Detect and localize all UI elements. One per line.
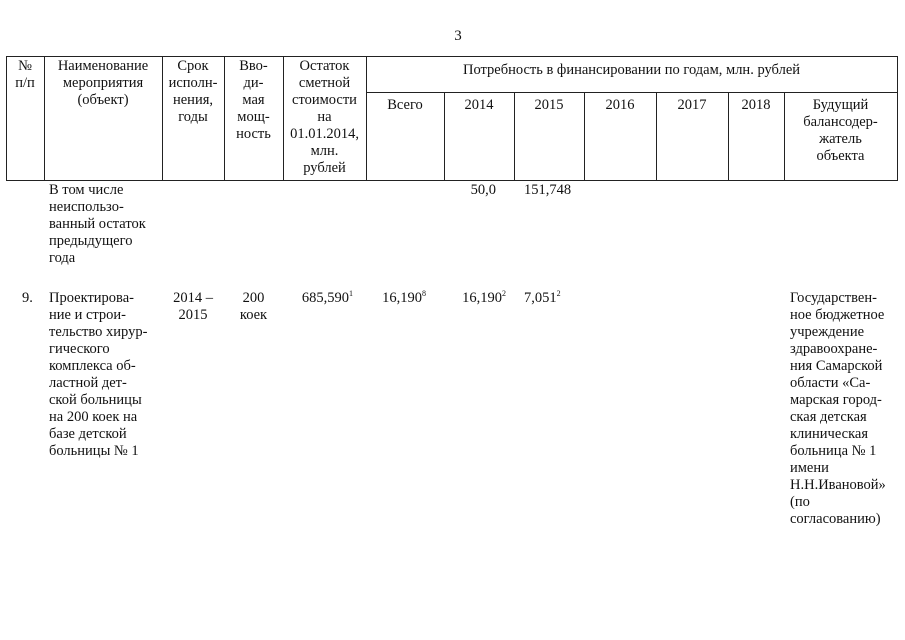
- header-col-term: Срок исполн- нения, годы: [168, 58, 218, 125]
- header-sub-holder: Будущий балансодер- жатель объекта: [803, 97, 878, 164]
- header-col-number: № п/п: [15, 58, 35, 91]
- row9-name: Проектирова- ние и строи- тельство хирур- гического комплекса об- ластной дет- ской больницы на 200 коек на базе детской больницы № 1: [49, 290, 148, 459]
- header-col-funding: Потребность в финансировании по годам, млн. рублей: [462, 62, 801, 78]
- row9-term: 2014 – 2015: [173, 290, 213, 323]
- header-sub-2016: 2016: [605, 97, 635, 113]
- subtotal-row-2014: 50,0: [470, 182, 496, 198]
- header-col-capacity: Вво- ди- мая мощ- ность: [236, 58, 271, 142]
- row9-remainder: 685,590$^1$: [301, 289, 353, 306]
- row9-number: 9.: [22, 290, 33, 306]
- header-sub-2018: 2018: [741, 97, 771, 113]
- row9-holder: Государствен- ное бюджетное учреждение здравоохране- ния Самарской области «Са- марская город- ская детская клиническая больница № 1 имени Н.Н.Ивановой» (по согласованию): [790, 290, 886, 527]
- header-sub-2017: 2017: [677, 97, 707, 113]
- subtotal-row-2015: 151,748: [524, 182, 572, 198]
- row9-2014: 16,190$^2$: [462, 289, 506, 306]
- page-number: 3: [454, 28, 462, 44]
- header-sub-2015: 2015: [534, 97, 564, 113]
- row9-capacity: 200 коек: [239, 290, 268, 323]
- header-sub-2014: 2014: [464, 97, 494, 113]
- header-col-remainder: Остаток сметной стоимости на 01.01.2014, млн. рублей: [290, 58, 359, 176]
- header-col-name: Наименование мероприятия (объект): [57, 58, 149, 108]
- header-sub-total: Всего: [387, 97, 423, 113]
- row9-2015: 7,051$^2$: [524, 289, 561, 306]
- row9-total: 16,190$^8$: [382, 289, 426, 306]
- subtotal-row-name: В том числе неиспользо- ванный остаток предыдущего года: [49, 182, 146, 266]
